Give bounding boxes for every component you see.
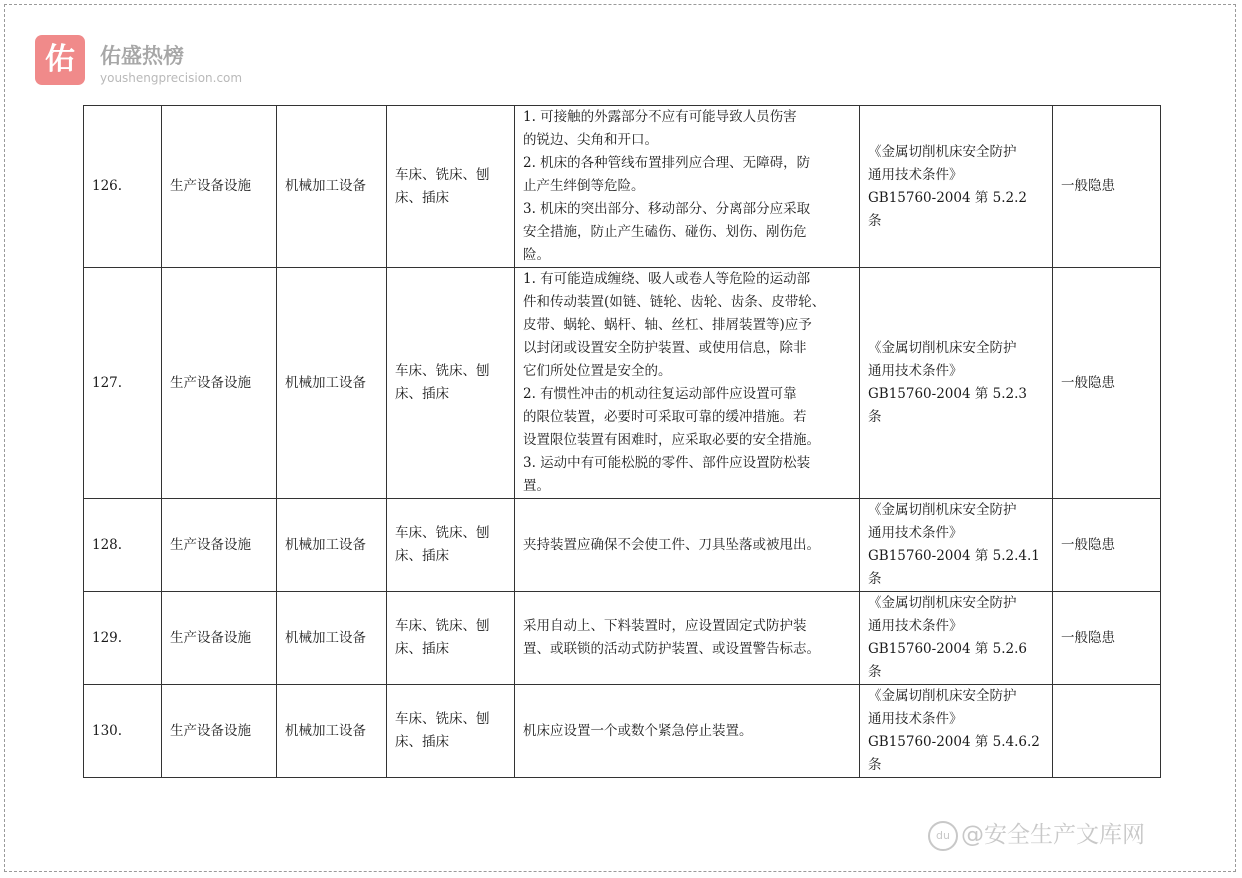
watermark-text: @安全生产文库网 xyxy=(961,822,1145,848)
table-row xyxy=(84,106,1161,268)
requirement-cell-line: 以封闭或设置安全防护装置、或使用信息，除非 xyxy=(523,340,807,356)
requirement-cell-line: 1. 可接触的外露部分不应有可能导致人员伤害 xyxy=(523,109,797,125)
equipment-cell-line: 车床、铣床、刨 xyxy=(395,166,490,183)
equipment-cell xyxy=(387,592,515,685)
equipment-cell-line: 床、插床 xyxy=(395,641,449,657)
requirement-cell-line: 2. 机床的各种管线布置排列应合理、无障碍，防 xyxy=(523,155,811,171)
basis-cell xyxy=(860,592,1053,685)
basis-cell-line: 《金属切削机床安全防护 xyxy=(868,502,1017,518)
basis-cell-line: 通用技术条件》 xyxy=(868,525,963,541)
requirement-cell xyxy=(515,106,860,268)
requirement-cell xyxy=(515,268,860,499)
basis-cell-line: 《金属切削机床安全防护 xyxy=(868,340,1017,356)
basis-cell-line: 《金属切削机床安全防护 xyxy=(868,688,1017,704)
table-row xyxy=(84,268,1161,499)
equipment-type-cell: 机械加工设备 xyxy=(277,106,387,268)
basis-cell-line: GB15760-2004 第 5.2.4.1 xyxy=(868,548,1040,564)
basis-cell xyxy=(860,106,1053,268)
equipment-cell-line: 车床、铣床、刨 xyxy=(395,711,490,727)
basis-cell-line: GB15760-2004 第 5.4.6.2 xyxy=(868,734,1040,750)
requirement-cell-line: 的锐边、尖角和开口。 xyxy=(523,132,658,148)
basis-cell-line: GB15760-2004 第 5.2.2 条 xyxy=(868,189,1028,229)
requirement-cell-line: 3. 机床的突出部分、移动部分、分离部分应采取 xyxy=(523,201,811,217)
category-cell: 生产设备设施 xyxy=(162,268,277,499)
equipment-cell-line: 车床、铣床、刨 xyxy=(395,525,490,541)
requirement-cell-line: 机床应设置一个或数个紧急停止装置。 xyxy=(523,722,753,739)
basis-cell-line: 条 xyxy=(868,757,882,773)
basis-cell-line: 通用技术条件》 xyxy=(868,618,963,634)
row-number: 129. xyxy=(84,592,162,685)
requirement-cell-line: 采用自动上、下料装置时，应设置固定式防护装 xyxy=(523,618,807,634)
equipment-cell xyxy=(387,685,515,778)
basis-cell-line: 《金属切削机床安全防护 xyxy=(868,595,1017,611)
table-row xyxy=(84,499,1161,592)
basis-cell-line: 通用技术条件》 xyxy=(868,363,963,379)
requirement-cell xyxy=(515,499,860,592)
table-row xyxy=(84,592,1161,685)
requirement-cell-line: 安全措施，防止产生磕伤、碰伤、划伤、剐伤危 xyxy=(523,224,807,240)
category-cell: 生产设备设施 xyxy=(162,685,277,778)
requirement-cell-line: 置。 xyxy=(523,478,550,494)
hazard-level-cell xyxy=(1053,685,1161,778)
requirement-cell-line: 置、或联锁的活动式防护装置、或设置警告标志。 xyxy=(523,641,820,657)
requirement-cell-line: 皮带、蜗轮、蜗杆、轴、丝杠、排屑装置等)应予 xyxy=(523,317,812,333)
row-number: 128. xyxy=(84,499,162,592)
requirement-cell-line: 止产生绊倒等危险。 xyxy=(523,178,645,194)
row-number: 130. xyxy=(84,685,162,778)
equipment-cell-line: 车床、铣床、刨 xyxy=(395,618,490,634)
basis-cell-line: 条 xyxy=(868,571,882,587)
equipment-cell-line: 床、插床 xyxy=(395,548,449,564)
basis-cell xyxy=(860,268,1053,499)
hazard-level-cell: 一般隐患 xyxy=(1053,592,1161,685)
equipment-cell-line: 床、插床 xyxy=(395,386,449,402)
equipment-cell-line: 车床、铣床、刨 xyxy=(395,363,490,379)
requirement-cell-line: 它们所处位置是安全的。 xyxy=(523,363,672,379)
row-number: 127. xyxy=(84,268,162,499)
basis-cell-line: 《金属切削机床安全防护 xyxy=(868,143,1017,160)
equipment-cell-line: 床、插床 xyxy=(395,189,449,206)
row-number: 126. xyxy=(84,106,162,268)
equipment-type-cell: 机械加工设备 xyxy=(277,499,387,592)
brand-logo-icon: 佑 xyxy=(35,35,85,85)
hazard-level-cell: 一般隐患 xyxy=(1053,106,1161,268)
watermark xyxy=(928,816,1145,851)
equipment-type-cell: 机械加工设备 xyxy=(277,685,387,778)
basis-cell-line: GB15760-2004 第 5.2.6 条 xyxy=(868,641,1028,680)
basis-cell xyxy=(860,499,1053,592)
category-cell: 生产设备设施 xyxy=(162,592,277,685)
basis-cell-line: GB15760-2004 第 5.2.3 条 xyxy=(868,386,1028,425)
basis-cell-line: 通用技术条件》 xyxy=(868,711,963,727)
requirement-cell-line: 2. 有惯性冲击的机动往复运动部件应设置可靠 xyxy=(523,386,797,402)
hazard-table xyxy=(83,105,1161,778)
requirement-cell-line: 设置限位装置有困难时，应采取必要的安全措施。 xyxy=(523,432,820,448)
requirement-cell-line: 的限位装置，必要时可采取可靠的缓冲措施。若 xyxy=(523,409,807,425)
requirement-cell-line: 险。 xyxy=(523,247,550,263)
requirement-cell-line: 3. 运动中有可能松脱的零件、部件应设置防松装 xyxy=(523,455,811,471)
hazard-level-cell: 一般隐患 xyxy=(1053,499,1161,592)
du-paw-icon: du xyxy=(928,821,958,851)
equipment-type-cell: 机械加工设备 xyxy=(277,592,387,685)
category-cell: 生产设备设施 xyxy=(162,499,277,592)
equipment-type-cell: 机械加工设备 xyxy=(277,268,387,499)
brand-url: youshengprecision.com xyxy=(100,71,243,85)
equipment-cell xyxy=(387,499,515,592)
requirement-cell xyxy=(515,685,860,778)
requirement-cell-line: 夹持装置应确保不会使工件、刀具坠落或被甩出。 xyxy=(523,536,820,553)
equipment-cell xyxy=(387,106,515,268)
basis-cell xyxy=(860,685,1053,778)
requirement-cell-line: 件和传动装置(如链、链轮、齿轮、齿条、皮带轮、 xyxy=(523,294,826,310)
equipment-cell xyxy=(387,268,515,499)
requirement-cell xyxy=(515,592,860,685)
table-row xyxy=(84,685,1161,778)
equipment-cell-line: 床、插床 xyxy=(395,734,449,750)
hazard-level-cell: 一般隐患 xyxy=(1053,268,1161,499)
basis-cell-line: 通用技术条件》 xyxy=(868,166,963,183)
requirement-cell-line: 1. 有可能造成缠绕、吸人或卷人等危险的运动部 xyxy=(523,271,811,287)
category-cell: 生产设备设施 xyxy=(162,106,277,268)
brand-name: 佑盛热榜 xyxy=(100,44,184,68)
